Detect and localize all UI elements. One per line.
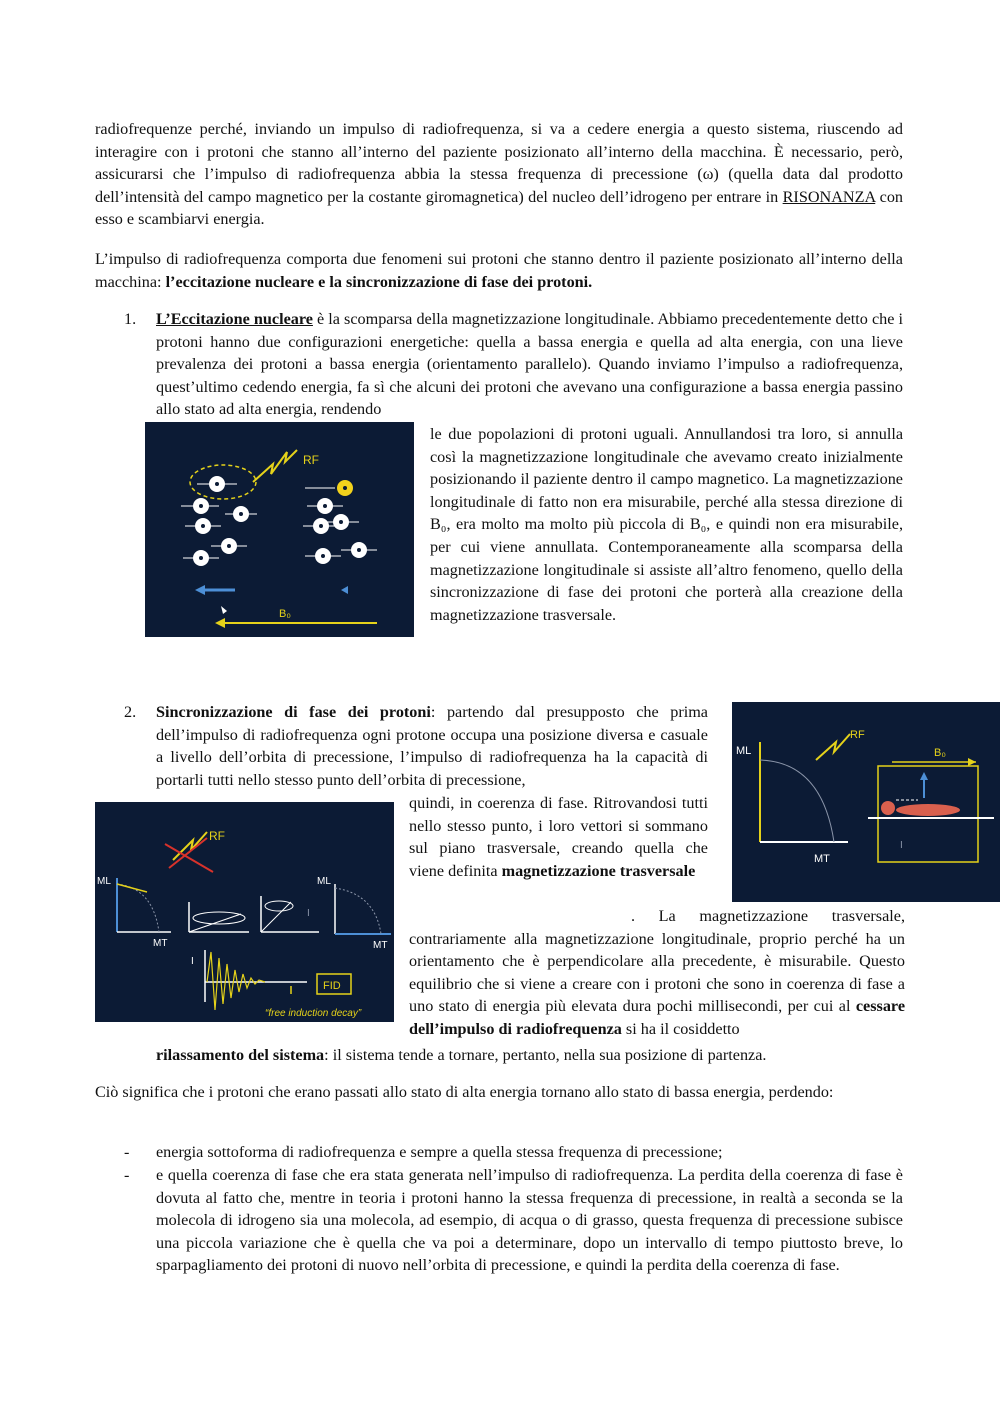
- fig1-b0-label: B₀: [279, 608, 291, 620]
- item1-number: 1.: [124, 310, 137, 328]
- fig3-mt-right: MT: [373, 940, 388, 951]
- fig3-mt-left: MT: [153, 938, 168, 949]
- impulse-paragraph: [95, 248, 903, 293]
- item2-bold-mt: magnetizzazione trasversale: [501, 861, 696, 880]
- item2-number: 2.: [124, 703, 137, 721]
- fig3-caption: “free induction decay”: [265, 1008, 362, 1019]
- item2-bold-cessare: cessare dell’impulso di radiofrequenza: [409, 997, 905, 1038]
- fig2-i-label: I: [900, 840, 903, 851]
- fig2-mt-label: MT: [814, 853, 830, 865]
- item1-title: L’Eccitazione nucleare: [156, 310, 313, 328]
- bullet-item-1: energia sottoforma di radiofrequenza e sempre a quella stessa frequenza di precessione;: [156, 1143, 723, 1161]
- bullet-marker-1: -: [124, 1143, 130, 1161]
- intro-text-a: radiofrequenze perché, inviando un impulso di radiofrequenza, si va a cedere energia a questo sistema, riuscendo ad interagire con i protoni che stanno all’interno del paziente posizionato all’interno della macchina. È necessario, però, assicurarsi che l’impulso di radiofrequenza abbia la stessa frequenza di precessione (ω) (quella data dal prodotto dell’intensità del campo magnetico per la costante giromagnetica) del nucleo dell’idrogeno per entrare in: [95, 120, 903, 206]
- ciò-paragraph: Ciò significa che i protoni che erano passati allo stato di alta energia tornano allo stato di bassa energia, perdendo:: [95, 1083, 834, 1101]
- intro-text-b: con esso e scambiarvi energia.: [95, 187, 904, 229]
- fig3-i-label: I: [191, 956, 194, 967]
- item2-paragraph-end: [156, 1044, 903, 1067]
- item2-paragraph-top: [156, 701, 708, 791]
- item2-text-mid: quindi, in coerenza di fase. Ritrovandosi tutti nello stesso punto, i loro vettori si sommano sul piano trasversale, creando quella che viene definita: [409, 794, 708, 880]
- item1-paragraph-side: le due popolazioni di protoni uguali. Annullandosi tra loro, si annulla così la magnetizzazione longitudinale che avevamo creato inizialmente posizionando il paziente dentro il campo magnetico. La magnetizzazione longitudinale di fatto non era misurabile, perché alla stessa direzione di B₀, era molto ma molto più piccola di B₀, e quindi non era misurabile, per cui viene annullata. Contemporaneamente alla scomparsa della magnetizzazione longitudinale si assiste all’altro fenomeno, quello della sincronizzazione di fase dei protoni che porterà alla creazione della magnetizzazione trasversale.: [430, 425, 903, 624]
- scanner-figure: [732, 702, 1000, 902]
- fig3-ml-right: ML: [317, 876, 331, 887]
- fig2-ml-label: ML: [736, 745, 752, 757]
- fig3-ml-left: ML: [97, 876, 111, 887]
- item2-text-si: si ha il cosiddetto: [621, 1019, 740, 1038]
- fig3-i-mid: I: [307, 908, 310, 919]
- item2-paragraph-side: [409, 905, 905, 1041]
- item2-title: Sincronizzazione di fase dei protoni: [156, 703, 431, 721]
- item2-text-after-mt: . La magnetizzazione trasversale, contrariamente alla magnetizzazione longitudinale, proprio perché ha un orientamento che è perpendicolare alla precedente, è misurabile. Questo equilibrio che si viene a creare con i protoni che sono in coerenza di fase a uno stato di energia più elevata dura pochi millisecondi, per cui al: [409, 907, 905, 1016]
- risonanza-term: RISONANZA: [782, 187, 876, 206]
- fig3-fid-label: FID: [323, 980, 341, 992]
- fig2-rf-label: RF: [850, 729, 865, 741]
- bullet-marker-2: -: [124, 1166, 130, 1184]
- fig1-rf-label: RF: [303, 453, 319, 467]
- item1-paragraph-top: [156, 308, 903, 421]
- item2-text-end: : il sistema tende a tornare, pertanto, nella sua posizione di partenza.: [324, 1046, 767, 1064]
- item2-text-top: : partendo dal presupposto che prima dell’impulso di radiofrequenza ogni protone occupa una posizione diversa e casuale a livello dell’orbita di precessione, l’impulso di radiofrequenza ha la capacità di portarli tutti nello stesso punto dell’orbita di precessione,: [156, 703, 708, 789]
- excitation-figure: [145, 422, 414, 637]
- impulse-text: L’impulso di radiofrequenza comporta due fenomeni sui protoni che stanno dentro il paziente posizionato all’interno della macchina:: [95, 250, 903, 291]
- impulse-bold: l’eccitazione nucleare e la sincronizzazione di fase dei protoni.: [165, 272, 593, 291]
- item2-paragraph-mid: [409, 792, 708, 882]
- fig3-rf-label: RF: [209, 829, 225, 843]
- fid-figure: [95, 802, 394, 1022]
- bullet-item-2: e quella coerenza di fase che era stata generata nell’impulso di radiofrequenza. La perdita della coerenza di fase è dovuta al fatto che, mentre in teoria i protoni hanno la stessa frequenza di precessione, in realtà a seconda se la molecola di idrogeno sia una molecola, ad esempio, di acqua o di grasso, questa frequenza di precessione subisce una piccola variazione che è quella che va poi a determinare, dopo un intervallo di tempo piuttosto breve, lo sparpagliamento dei protoni di nuovo nell’orbita di precessione, e quindi la perdita della coerenza di fase.: [156, 1166, 903, 1275]
- item2-bold-rilassamento: rilassamento del sistema: [156, 1046, 325, 1064]
- intro-paragraph: [95, 118, 903, 231]
- fig2-b0-label: B₀: [934, 747, 946, 759]
- item1-text-top: è la scomparsa della magnetizzazione longitudinale. Abbiamo precedentemente detto che i protoni hanno due configurazioni energetiche: quella a bassa energia e quella ad alta energia, con una lieve prevalenza dei protoni a bassa energia (orientamento parallelo). Quando inviamo l’impulso a radiofrequenza, quest’ultimo cedendo energia, fa sì che alcuni dei protoni che avevano una configurazione a bassa energia passino allo stato ad alta energia, rendendo: [156, 310, 903, 419]
